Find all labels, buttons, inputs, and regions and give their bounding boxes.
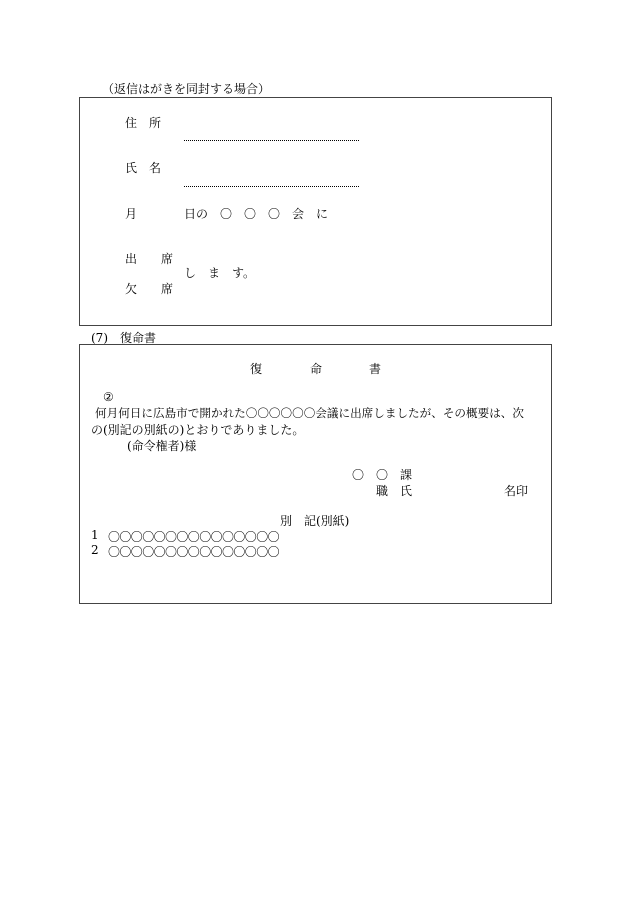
report-title-2: 命 bbox=[310, 362, 323, 376]
closing-text: し ま す。 bbox=[184, 266, 256, 280]
list-item-2-text: 〇〇〇〇〇〇〇〇〇〇〇〇〇〇〇 bbox=[108, 545, 280, 559]
appendix-title: 別 記(別紙) bbox=[280, 514, 350, 528]
report-addressee: (命令権者)様 bbox=[127, 439, 197, 453]
report-seal: 名印 bbox=[504, 484, 529, 498]
name-line bbox=[184, 186, 359, 187]
report-title-1: 復 bbox=[250, 362, 263, 376]
address-line bbox=[184, 140, 359, 141]
list-item-1-text: 〇〇〇〇〇〇〇〇〇〇〇〇〇〇〇 bbox=[108, 530, 280, 544]
list-item-1-num: 1 bbox=[91, 528, 99, 542]
reply-card-caption: （返信はがきを同封する場合） bbox=[102, 82, 271, 96]
name-label: 氏 名 bbox=[125, 161, 162, 175]
report-body-line2: の(別記の別紙の)とおりでありました。 bbox=[91, 423, 305, 437]
report-body-line1: 何月何日に広島市で開かれた〇〇〇〇〇〇会議に出席しましたが、その概要は、次 bbox=[95, 406, 524, 420]
address-label: 住 所 bbox=[125, 116, 162, 130]
date-month: 月 bbox=[125, 207, 138, 221]
report-title-3: 書 bbox=[369, 362, 382, 376]
report-box bbox=[79, 344, 552, 604]
attend-label: 出 席 bbox=[125, 252, 174, 266]
report-position: 職 氏 bbox=[376, 484, 413, 498]
circled-number: ② bbox=[103, 390, 114, 404]
report-section-label: (7) 復命書 bbox=[91, 331, 156, 345]
report-dept: 〇 〇 課 bbox=[352, 468, 413, 482]
list-item-2-num: 2 bbox=[91, 543, 99, 557]
absent-label: 欠 席 bbox=[125, 282, 174, 296]
date-meeting-text: 日の 〇 〇 〇 会 に bbox=[184, 207, 329, 221]
